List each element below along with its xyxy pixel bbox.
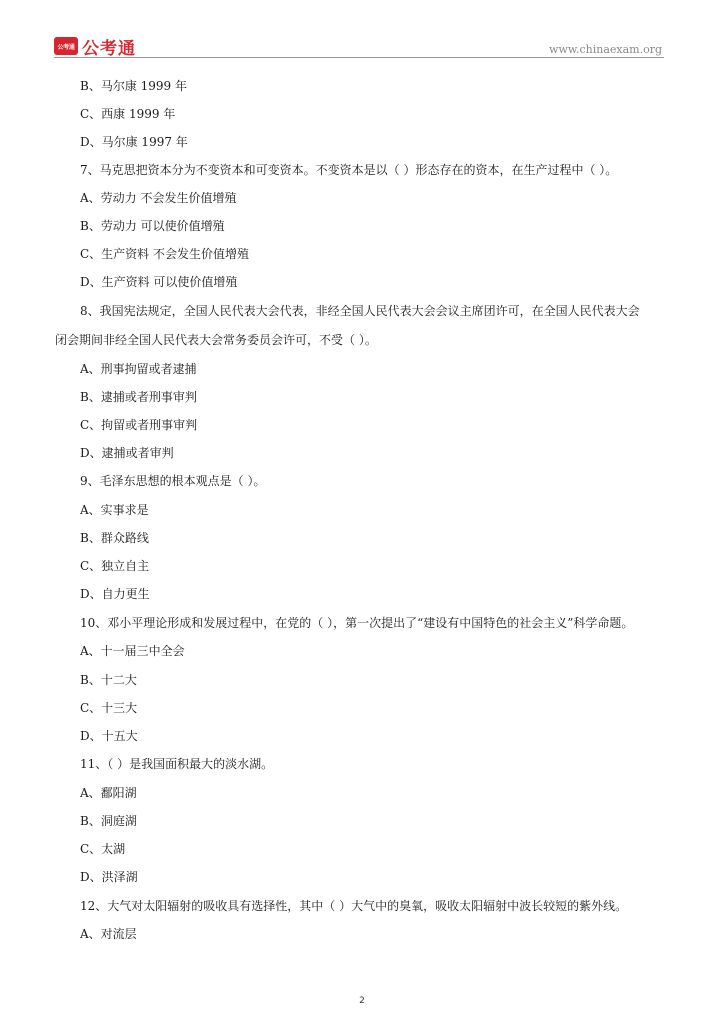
- option-line: A、十一届三中全会: [80, 644, 185, 658]
- option-line: B、十二大: [80, 673, 137, 687]
- question-line: 9、毛泽东思想的根本观点是（ ）。: [80, 474, 266, 488]
- option-line: A、刑事拘留或者逮捕: [80, 362, 197, 376]
- option-line: C、独立自主: [80, 559, 150, 573]
- option-line: A、劳动力 不会发生价值增殖: [80, 191, 237, 205]
- option-line: C、十三大: [80, 701, 138, 715]
- option-line: C、拘留或者刑事审判: [80, 418, 198, 432]
- option-line: D、洪泽湖: [80, 870, 138, 884]
- option-line: B、洞庭湖: [80, 814, 137, 828]
- option-line: C、太湖: [80, 842, 126, 856]
- option-line: D、十五大: [80, 729, 138, 743]
- question-line: 12、大气对太阳辐射的吸收具有选择性，其中（ ）大气中的臭氧，吸收太阳辐射中波长较短的紫外线。: [80, 899, 628, 913]
- option-line: D、自力更生: [80, 587, 150, 601]
- question-line: 8、我国宪法规定，全国人民代表大会代表，非经全国人民代表大会会议主席团许可，在全国人民代表大会: [80, 304, 640, 318]
- header-divider: [54, 57, 664, 58]
- option-line: C、西康 1999 年: [80, 107, 176, 121]
- option-line: C、生产资料 不会发生价值增殖: [80, 247, 249, 261]
- option-line: D、生产资料 可以使价值增殖: [80, 275, 238, 289]
- option-line: A、实事求是: [80, 503, 149, 517]
- option-line: D、马尔康 1997 年: [80, 135, 188, 149]
- question-line: 7、马克思把资本分为不变资本和可变资本。不变资本是以（ ）形态存在的资本，在生产过程中（ ）。: [80, 163, 618, 177]
- question-line: 10、邓小平理论形成和发展过程中，在党的（ ），第一次提出了“建设有中国特色的社会主义”科学命题。: [80, 616, 634, 630]
- logo-badge-icon: 公考通: [54, 37, 78, 55]
- option-line: B、逮捕或者刑事审判: [80, 390, 197, 404]
- question-line: 11、（ ）是我国面积最大的淡水湖。: [80, 757, 274, 771]
- logo: [54, 35, 136, 57]
- option-line: A、对流层: [80, 927, 137, 941]
- option-line: B、劳动力 可以使价值增殖: [80, 219, 225, 233]
- option-line: B、马尔康 1999 年: [80, 79, 187, 93]
- option-line: B、群众路线: [80, 531, 149, 545]
- question-line-continued: 闭会期间非经全国人民代表大会常务委员会许可，不受（ ）。: [55, 333, 377, 347]
- option-line: D、逮捕或者审判: [80, 446, 174, 460]
- site-url: www.chinaexam.org: [549, 43, 662, 56]
- logo-text: 公考通: [82, 38, 136, 59]
- page-number: 2: [359, 996, 365, 1006]
- option-line: A、鄱阳湖: [80, 786, 137, 800]
- page-header: [54, 33, 664, 59]
